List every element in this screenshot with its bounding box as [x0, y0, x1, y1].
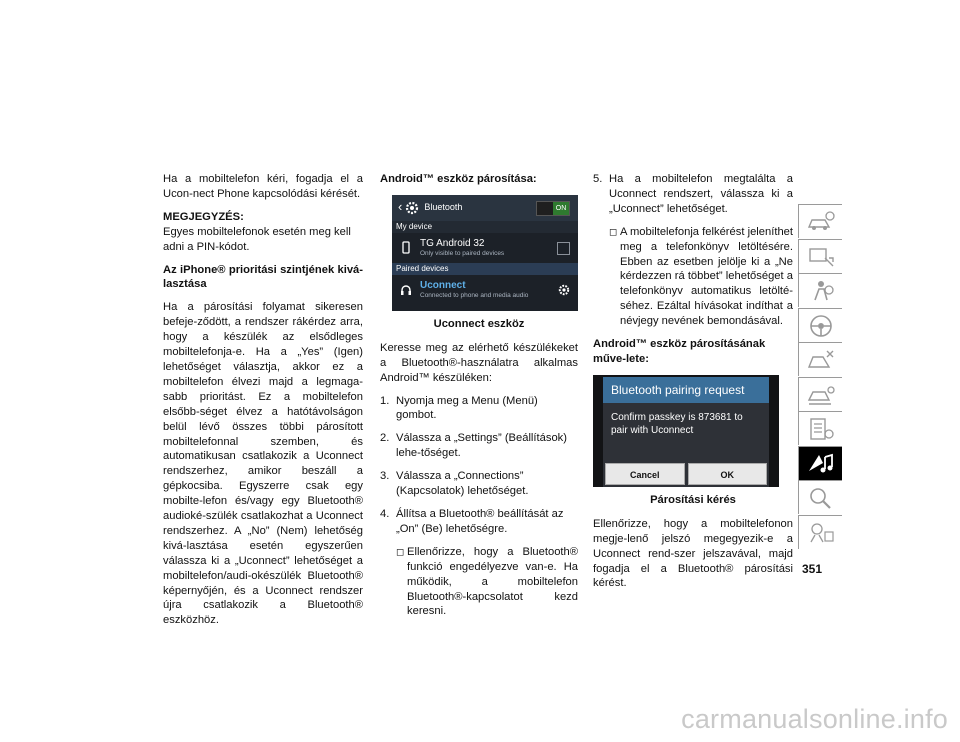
headphones-icon [400, 284, 412, 296]
step-number: 4. [380, 507, 390, 520]
bluetooth-top-bar [392, 195, 578, 221]
right-column [593, 172, 793, 599]
step-3 [380, 469, 578, 499]
bluetooth-check-bullet [396, 545, 578, 620]
dashboard-lights-icon [805, 244, 837, 270]
pairing-request-dialog [603, 377, 769, 487]
tab-language[interactable] [798, 515, 842, 549]
tab-service[interactable] [798, 377, 842, 411]
bluetooth-title: Bluetooth [424, 202, 463, 213]
page-number: 351 [802, 562, 823, 576]
bullet-text: A mobiltelefonja felkérést jeleníthet meg a telefonkönyv letöltésére. Ebben az esetben jelölje ki a „Ne kérdezzen rá többet” lehetőséget a telefonkönyv automatikus letölté-séhez. Ezáltal hívásokat indíthat a névjegy nevének bemondásával. [620, 225, 793, 328]
pairing-accept-text: Ha a mobiltelefon kéri, fogadja el a Ucon-nect Phone kapcsolódási kérését. [163, 173, 363, 200]
paired-devices-section: Paired devices [392, 263, 578, 275]
android-pairing-heading: Android™ eszköz párosítása: [380, 173, 537, 185]
device-settings-gear-icon[interactable] [558, 284, 570, 296]
cancel-button[interactable]: Cancel [605, 463, 685, 485]
step-number: 1. [380, 394, 390, 407]
car-info-icon [805, 209, 837, 235]
device-name: TG Android 32 [420, 237, 485, 249]
note-title: MEGJEGYZÉS: [163, 210, 244, 223]
device-visibility: Only visible to paired devices [420, 249, 505, 257]
dialog-message: Confirm passkey is 873681 to pair with Uconnect [611, 411, 743, 436]
my-device-row[interactable] [392, 233, 578, 263]
step-text: Válassza a „Settings” (Beállítások) lehe-tőséget. [396, 432, 567, 460]
steering-wheel-icon [805, 313, 837, 339]
multimedia-icon [805, 451, 837, 477]
step-4 [380, 507, 578, 537]
bullet-text: Ellenőrizze, hogy a Bluetooth® funkció engedélyezve van-e. Ha működik, a mobiltelefon Bluetooth®-kapcsolatot kezd keresni. [407, 545, 578, 618]
iphone-priority-heading: Az iPhone® prioritási szintjének kivá-lasztása [163, 263, 363, 291]
car-crash-icon [805, 347, 837, 373]
step-5 [593, 172, 793, 217]
android-pairing-operation-heading: Android™ eszköz párosításának műve-lete: [593, 338, 766, 365]
dialog-buttons [603, 463, 769, 487]
tab-emergency[interactable] [798, 342, 842, 376]
spec-checklist-icon [805, 416, 837, 442]
figure-caption-uconnect: Uconnect eszköz [433, 317, 525, 330]
step-2 [380, 431, 578, 461]
tab-specifications[interactable] [798, 411, 842, 445]
bullet-box-icon: ◻ [396, 546, 405, 558]
back-chevron-icon: ‹ [398, 199, 403, 215]
toggle-on-label: ON [553, 202, 569, 215]
ok-button[interactable]: OK [688, 463, 768, 485]
step-1 [380, 394, 578, 424]
search-devices-intro: Keresse meg az elérhető készülékeket a Bluetooth®-használatra alkalmas Android™ készüléken: [380, 341, 578, 384]
paired-device-name: Uconnect [420, 279, 466, 291]
phonebook-bullet [609, 225, 793, 329]
step-text: Válassza a „Connections” (Kapcsolatok) lehetőséget. [396, 470, 529, 498]
passkey-verify-text: Ellenőrizze, hogy a mobiltelefonon megje-lenő jelszó megegyezik-e a Uconnect rend-szer jelszavával, majd fogadja el a Bluetooth® párosítási kérést. [593, 517, 793, 590]
language-settings-icon [805, 520, 837, 546]
tab-multimedia[interactable] [798, 446, 842, 480]
watermark: carmanualsonline.info [681, 704, 948, 734]
tab-index[interactable] [798, 480, 842, 514]
bullet-box-icon: ◻ [609, 226, 618, 238]
phone-icon [400, 241, 412, 255]
paired-device-row[interactable] [392, 275, 578, 305]
left-column [163, 172, 363, 636]
figure-caption-pairing: Párosítási kérés [650, 493, 736, 506]
settings-gear-icon [405, 201, 419, 215]
chapter-tabs [798, 204, 842, 549]
my-device-section: My device [392, 221, 578, 233]
step-text: Ha a mobiltelefon megtalálta a Uconnect rendszert, válassza ki a „Uconnect” lehetőséget. [609, 173, 793, 215]
tab-driving[interactable] [798, 308, 842, 342]
dialog-title: Bluetooth pairing request [603, 377, 769, 403]
tab-dashboard[interactable] [798, 239, 842, 273]
tab-car-info[interactable] [798, 204, 842, 238]
paired-device-status: Connected to phone and media audio [420, 291, 529, 299]
pairing-request-screen [593, 375, 779, 487]
airbag-safety-icon [805, 278, 837, 304]
visibility-checkbox[interactable] [557, 242, 570, 255]
step-number: 2. [380, 432, 390, 445]
iphone-priority-body: Ha a párosítási folyamat sikeresen befeje-ződött, a rendszer rákérdez arra, hogy a készülék az elsődleges mobiltelefonja-e. Ha a „Yes” (Igen) lehetőséget választja, akkor ez a mobiltelefon élvezi majd a legmaga-sabb prioritást. Ez a mobiltelefon elsőbb-séget élvez a hatótávolságon belül lévő összes többi párosított mobiltelefonnal szemben, és automatikusan csatlakozik a Uconnect rendszerhez, amikor beszáll a gépkocsiba. Egyszerre csak egy mobilte-lefon és/vagy egy Bluetooth® audioké-szülék csatlakozhat a Uconnect rendszerhez. A „No” (Nem) lehetőség kivá-lasztása esetén egyszerűen válassza ki a „Uconnect” lehetőséget a mobiltelefon/audi-okészülék Bluetooth® képernyőjén, és a Uconnect rendszer újra csatlakozik a Bluetooth® eszközhöz. [163, 301, 363, 627]
tab-safety[interactable] [798, 273, 842, 307]
bluetooth-settings-screen [392, 195, 578, 311]
search-index-icon [805, 485, 837, 511]
note-text: Egyes mobiltelefonok esetén meg kell adni a PIN-kódot. [163, 225, 351, 253]
car-service-icon [805, 382, 837, 408]
middle-column [380, 172, 578, 627]
step-text: Nyomja meg a Menu (Menü) gombot. [396, 394, 538, 422]
step-text: Állítsa a Bluetooth® beállítását az „On” (Be) lehetőségre. [396, 507, 564, 535]
step-number: 5. [593, 173, 603, 185]
step-number: 3. [380, 470, 390, 483]
bluetooth-toggle[interactable] [536, 201, 570, 216]
